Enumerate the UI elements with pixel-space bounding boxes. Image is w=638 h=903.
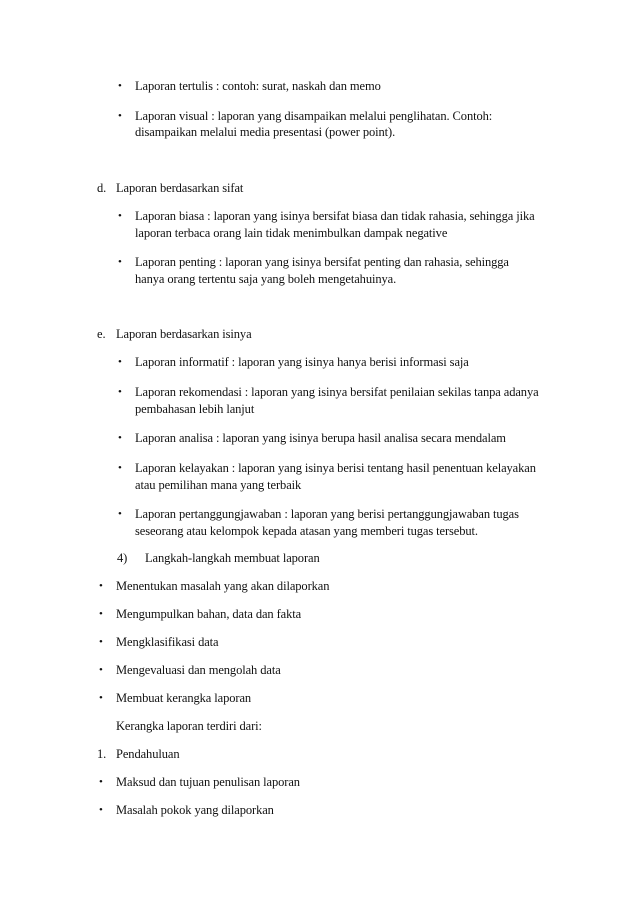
- list-item-text-continued: seseorang atau kelompok kepada atasan yang memberi tugas tersebut.: [135, 524, 478, 538]
- list-item-text: Masalah pokok yang dilaporkan: [116, 803, 274, 817]
- list-item-text: Maksud dan tujuan penulisan laporan: [116, 775, 300, 789]
- list-item-text-continued: hanya orang tertentu saja yang boleh mengetahuinya.: [135, 272, 397, 286]
- list-item-text-continued: atau pemilihan mana yang terbaik: [135, 478, 302, 492]
- bullet-icon: [99, 662, 103, 678]
- section-d-marker: d.: [97, 181, 107, 195]
- bullet-icon: [118, 430, 122, 446]
- bullet-icon: [99, 578, 103, 594]
- bullet-icon: [118, 354, 122, 370]
- list-item-text-continued: laporan terbaca orang lain tidak menimbulkan dampak negative: [135, 226, 448, 240]
- list-item-text: Laporan tertulis : contoh: surat, naskah dan memo: [135, 79, 381, 93]
- list-item-text: Laporan pertanggungjawaban : laporan yang berisi pertanggungjawaban tugas: [135, 507, 519, 521]
- list-item-text: Menentukan masalah yang akan dilaporkan: [116, 579, 330, 593]
- list-item-text: Laporan analisa : laporan yang isinya berupa hasil analisa secara mendalam: [135, 431, 506, 445]
- section-e-marker: e.: [97, 327, 106, 341]
- bullet-icon: [118, 460, 122, 476]
- outline-item-marker: 1.: [97, 747, 107, 761]
- list-item-text: Membuat kerangka laporan: [116, 691, 252, 705]
- section-4-marker: 4): [117, 551, 128, 565]
- list-item-text: Laporan rekomendasi : laporan yang isinya bersifat penilaian sekilas tanpa adanya: [135, 385, 539, 399]
- list-item-text: Mengumpulkan bahan, data dan fakta: [116, 607, 302, 621]
- bullet-icon: [99, 802, 103, 818]
- bullet-icon: [118, 208, 122, 224]
- bullet-icon: [99, 774, 103, 790]
- bullet-icon: [99, 606, 103, 622]
- section-e-heading: Laporan berdasarkan isinya: [116, 327, 252, 341]
- bullet-icon: [118, 108, 122, 124]
- bullet-icon: [118, 384, 122, 400]
- section-4-heading: Langkah-langkah membuat laporan: [145, 551, 320, 565]
- list-item-text: Laporan biasa : laporan yang isinya bersifat biasa dan tidak rahasia, sehingga jika: [135, 209, 535, 223]
- bullet-icon: [118, 78, 122, 94]
- list-item-text: Laporan penting : laporan yang isinya bersifat penting dan rahasia, sehingga: [135, 255, 509, 269]
- list-item-text: Laporan informatif : laporan yang isinya hanya berisi informasi saja: [135, 355, 469, 369]
- outline-item-title: Pendahuluan: [116, 747, 180, 761]
- bullet-icon: [118, 506, 122, 522]
- list-item-text: Mengklasifikasi data: [116, 635, 219, 649]
- list-item-text: Laporan visual : laporan yang disampaikan melalui penglihatan. Contoh:: [135, 109, 493, 123]
- list-item-text: Mengevaluasi dan mengolah data: [116, 663, 281, 677]
- list-item-text-continued: pembahasan lebih lanjut: [135, 402, 255, 416]
- list-item-text-continued: disampaikan melalui media presentasi (power point).: [135, 125, 396, 139]
- outline-intro: Kerangka laporan terdiri dari:: [116, 719, 262, 733]
- section-d-heading: Laporan berdasarkan sifat: [116, 181, 244, 195]
- list-item-text: Laporan kelayakan : laporan yang isinya berisi tentang hasil penentuan kelayakan: [135, 461, 536, 475]
- bullet-icon: [99, 634, 103, 650]
- bullet-icon: [118, 254, 122, 270]
- bullet-icon: [99, 690, 103, 706]
